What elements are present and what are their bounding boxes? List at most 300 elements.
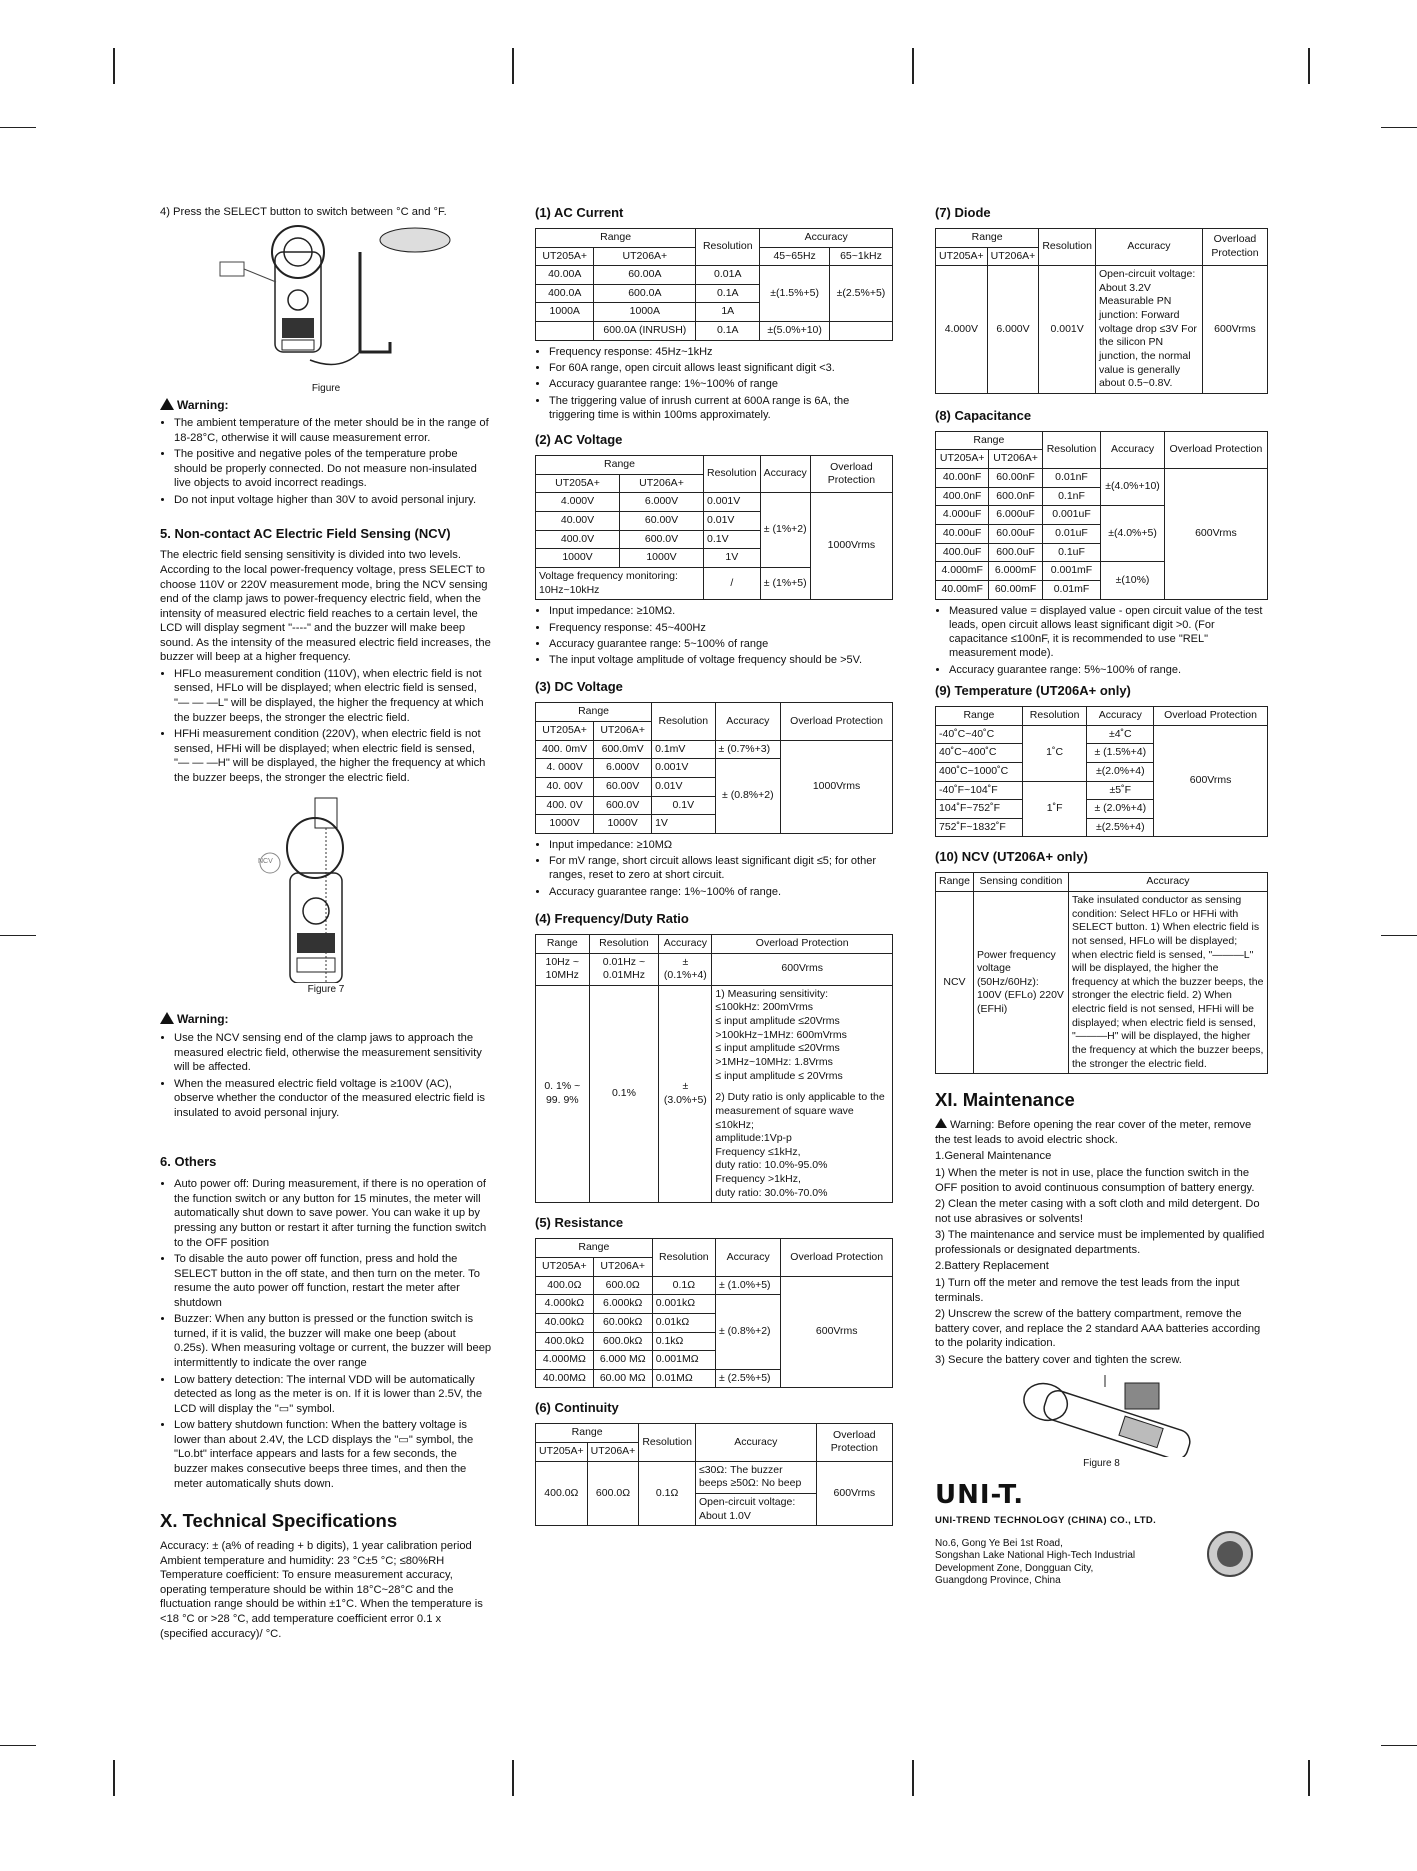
- list-item: • The triggering value of inrush current at 600A range is 6A, the triggering time is within 100ms approximately.: [549, 394, 893, 423]
- text-line: Frequency ≤1kHz,: [715, 1145, 801, 1158]
- table-header: Resolution: [1022, 706, 1087, 725]
- list-item: • Accuracy guarantee range: 1%~100% of range.: [549, 885, 893, 899]
- text-line: ≤100kHz: 200mVrms: [715, 1001, 813, 1014]
- column-right: [935, 205, 1268, 1599]
- capacitance-table: [935, 431, 1268, 600]
- list-item: • HFHi measurement condition (220V), when electric field is not sensed, HFHi will be displayed; when electric field is sensed, "— — —H" will be displayed, the higher the frequency at which the buzzer beeps, the stronger the electric field.: [174, 727, 492, 785]
- table-cell: ± (0.8%+2): [715, 759, 781, 834]
- text-line: Frequency >1kHz,: [715, 1173, 801, 1186]
- text-line: 2.Battery Replacement: [935, 1260, 1049, 1273]
- table-cell: 60.00V: [620, 512, 704, 531]
- table-title: (3) DC Voltage: [535, 679, 623, 695]
- table-cell: 600.0A (INRUSH): [594, 322, 696, 341]
- paragraph: The electric field sensing sensitivity is divided into two levels. According to the local power-frequency voltage, press SELECT to choose 110V or 220V measurement mode, bring the NCV sensing end of the clamp jaws to power-frequency electric field, when the intensity of measured electric field reaches to a certain level, the LCD will display segment "----" and the buzzer will make beep sound. As the intensity of the measured electric field increases, the buzzer will beep at a higher frequency.: [160, 549, 491, 664]
- frequency-table: [535, 934, 893, 1204]
- table-cell: Open-circuit voltage: About 1.0V: [695, 1493, 816, 1525]
- table-cell: 4.000V: [936, 266, 988, 394]
- table-header: UT205A+: [936, 450, 989, 469]
- list-item: • Measured value = displayed value - open circuit value of the test leads, open circuit allows least significant digit >0. (For capacitance ≤100nF, it is recommended to use "REL" measurement mode).: [949, 604, 1268, 661]
- table-cell: -40˚C~40˚C: [936, 725, 1023, 744]
- table-header: 45~65Hz: [760, 247, 830, 266]
- text-line: duty ratio: 30.0%-70.0%: [715, 1186, 828, 1199]
- text-line: 1) When the meter is not in use, place the function switch in the OFF position to avoid continuous consumption of battery energy.: [935, 1167, 1255, 1194]
- list-item: • For 60A range, open circuit allows least significant digit <3.: [549, 361, 893, 375]
- table-cell: 1000V: [536, 815, 594, 834]
- text-line: ≤ input amplitude ≤20Vrms: [715, 1015, 840, 1028]
- table-header: Overload Protection: [781, 1239, 893, 1276]
- table-cell: 40.00kΩ: [536, 1313, 594, 1332]
- text-line: 1.General Maintenance: [935, 1150, 1052, 1163]
- table-cell: 104˚F~752˚F: [936, 800, 1023, 819]
- table-cell: 6.000V: [987, 266, 1039, 394]
- table-cell: 400.0kΩ: [536, 1332, 594, 1351]
- table-header: Range: [536, 1424, 639, 1443]
- table-cell: 0.001V: [652, 759, 715, 778]
- figure-7: [160, 793, 492, 998]
- table-cell: 600.0nF: [989, 487, 1042, 506]
- table-cell: 0.1kΩ: [652, 1332, 715, 1351]
- table-cell: ± (3.0%+5): [659, 985, 712, 1203]
- table-cell: 1000Vrms: [810, 493, 892, 600]
- list-item: • To disable the auto power off function, press and hold the SELECT button in the off state, and then turn on the meter. To resume the auto power off function, restart the meter after shutdown: [174, 1252, 492, 1310]
- figure-caption: Figure: [311, 382, 341, 394]
- table-title: (2) AC Voltage: [535, 432, 623, 448]
- table-cell: 600.0mV: [594, 740, 652, 759]
- table-cell: 40.00A: [536, 266, 594, 285]
- table-header: Accuracy: [695, 1424, 816, 1461]
- table-header: Accuracy: [1095, 228, 1202, 265]
- brand-logo: UNI-T.: [935, 1480, 1025, 1511]
- table-header: Range: [936, 431, 1043, 450]
- table-cell: 40.00nF: [936, 469, 989, 488]
- list-item: • The ambient temperature of the meter should be in the range of 18-28°C, otherwise it will cause measurement error.: [174, 416, 492, 445]
- table-cell: ± (0.8%+2): [715, 1295, 780, 1370]
- table-header: Accuracy: [715, 1239, 780, 1276]
- table-header: Resolution: [1042, 431, 1101, 468]
- text-line: ≤ input amplitude ≤20Vrms: [715, 1042, 840, 1055]
- text-line: amplitude:1Vp-p: [715, 1132, 792, 1145]
- table-cell: 40.00V: [536, 512, 620, 531]
- list-item: • Input impedance: ≥10MΩ: [549, 838, 893, 852]
- table-header: Range: [936, 873, 974, 892]
- table-cell: 600.0V: [620, 530, 704, 549]
- table-cell: 10Hz ~ 10MHz: [536, 953, 590, 985]
- table-cell: ± (0.7%+3): [715, 740, 781, 759]
- table-cell: ±(10%): [1101, 562, 1165, 599]
- warning-icon: [935, 1118, 947, 1128]
- table-title: (4) Frequency/Duty Ratio: [535, 910, 689, 926]
- table-header: Resolution: [652, 703, 715, 740]
- spacer: [715, 1083, 889, 1091]
- table-cell: 400. 0V: [536, 796, 594, 815]
- warning-list: [160, 416, 492, 507]
- table-header: UT205A+: [536, 721, 594, 740]
- table-header: Range: [536, 1239, 653, 1258]
- table-cell: 60.00kΩ: [593, 1313, 652, 1332]
- table-header: Accuracy: [760, 456, 810, 493]
- table-cell: ± (1.0%+5): [715, 1276, 780, 1295]
- table-cell: Take insulated conductor as sensing condition: Select HFLo or HFHi with SELECT button. 1) When electric field is not sensed, HFLo will be displayed; when electric field is sensed, "———L" will be displayed, the higher the frequency at which the buzzer beeps, the stronger the electric field. 2) When electric field is not sensed, HFHi will be displayed; when electric field is sensed, "———H" will be displayed, the higher the frequency at which the buzzer beeps, the stronger the electric field.: [1068, 891, 1267, 1073]
- table-cell: 1000Vrms: [781, 740, 893, 833]
- table-header: UT206A+: [593, 1257, 652, 1276]
- list-item: • Accuracy guarantee range: 5%~100% of range.: [949, 663, 1268, 677]
- table-header: Range: [536, 703, 652, 722]
- table-cell: ≤30Ω: The buzzer beeps ≥50Ω: No beep: [695, 1461, 816, 1493]
- list-item: • Accuracy guarantee range: 1%~100% of range: [549, 377, 893, 391]
- table-cell: 600.0kΩ: [593, 1332, 652, 1351]
- table-header: Resolution: [704, 456, 761, 493]
- crop-mark: [912, 48, 914, 84]
- table-cell: 600.0Ω: [593, 1276, 652, 1295]
- notes-list: [535, 604, 893, 667]
- table-cell: ±(2.5%+4): [1087, 818, 1154, 837]
- table-cell: 0.1Ω: [652, 1276, 715, 1295]
- table-cell: 0.001V: [704, 493, 761, 512]
- table-cell: 0.1uF: [1042, 543, 1101, 562]
- table-cell: 1000V: [594, 815, 652, 834]
- table-cell: 600.0Ω: [587, 1461, 639, 1526]
- table-cell: 6.000V: [620, 493, 704, 512]
- table-cell: 0.01uF: [1042, 525, 1101, 544]
- table-cell: 1A: [696, 303, 760, 322]
- table-header: Accuracy: [1087, 706, 1154, 725]
- table-header: Resolution: [639, 1424, 696, 1461]
- crop-mark: [0, 935, 36, 936]
- temperature-figure: [160, 222, 492, 394]
- table-title: (7) Diode: [935, 205, 991, 220]
- list-item: • Low battery shutdown function: When the battery voltage is lower than about 2.4V, the LCD displays the "▭" symbol, the "Lo.bt" interface appears and lasts for a few seconds, the buzzer makes consecutive beeps three times, and then the meter automatically shuts down.: [174, 1418, 492, 1491]
- paragraph: Accuracy: ± (a% of reading + b digits), 1 year calibration period Ambient temperature and humidity: 23 °C±5 °C; ≤80%RH Temperature coefficient: To ensure measurement accuracy, operating temperature should be within 18°C~28°C and the fluctuation range should be within ±1°C. When the temperature is <18 °C or >28 °C, add temperature coefficient error 0.1 x (specified accuracy)/ °C.: [160, 1540, 483, 1640]
- text-line: 3) The maintenance and service must be implemented by qualified professionals or designated departments.: [935, 1229, 1265, 1256]
- list-item: • The positive and negative poles of the temperature probe should be properly connected. Do not measure non-insulated live objects to avoid incorrect readings.: [174, 447, 492, 491]
- list-item: • Do not input voltage higher than 30V to avoid personal injury.: [174, 493, 492, 508]
- crop-mark: [0, 127, 36, 128]
- table-cell: 400.0nF: [936, 487, 989, 506]
- table-cell: 0. 1% ~ 99. 9%: [536, 985, 590, 1203]
- table-header: Overload Protection: [816, 1424, 892, 1461]
- figure-caption: Figure 7: [307, 984, 345, 996]
- table-cell: 1000A: [594, 303, 696, 322]
- table-cell: ±(4.0%+5): [1101, 506, 1165, 562]
- list-item: • HFLo measurement condition (110V), when electric field is not sensed, HFLo will be displayed; when electric field is sensed, "— — —L" will be displayed, the higher the frequency at which the buzzer beeps, the stronger the electric field.: [174, 667, 492, 725]
- crop-mark: [1308, 1760, 1310, 1796]
- table-cell: 600Vrms: [781, 1276, 893, 1388]
- table-cell: 600Vrms: [712, 953, 893, 985]
- maintenance-steps: [935, 1149, 1268, 1367]
- list-item: • Use the NCV sensing end of the clamp jaws to approach the measured electric field, otherwise the measurement sensitivity will be affected.: [174, 1031, 492, 1075]
- table-title: (10) NCV (UT206A+ only): [935, 849, 1088, 865]
- ac-voltage-table: [535, 455, 893, 600]
- table-cell: ±(2.5%+5): [829, 266, 892, 322]
- list-item: • For mV range, short circuit allows least significant digit ≤5; for other ranges, reset to zero at short circuit.: [549, 854, 893, 883]
- text-line: 1) Turn off the meter and remove the test leads from the input terminals.: [935, 1276, 1240, 1304]
- table-cell: 40˚C~400˚C: [936, 744, 1023, 763]
- table-cell: 0.1nF: [1042, 487, 1101, 506]
- text-line: duty ratio: 10.0%-95.0%: [715, 1159, 828, 1172]
- text-line: ≤ input amplitude ≤ 20Vrms: [715, 1069, 843, 1082]
- address-line: No.6, Gong Ye Bei 1st Road,: [935, 1537, 1063, 1549]
- table-cell: 0.1%: [589, 985, 659, 1203]
- table-title: (6) Continuity: [535, 1400, 619, 1416]
- table-cell: 0.1A: [696, 322, 760, 341]
- table-cell: 4.000mF: [936, 562, 989, 581]
- table-header: UT205A+: [936, 247, 988, 266]
- table-cell: 0.01V: [652, 777, 715, 796]
- table-cell: ± (0.1%+4): [659, 953, 712, 985]
- table-cell: 0.01mF: [1042, 580, 1101, 599]
- company-name: UNI-TREND TECHNOLOGY (CHINA) CO., LTD.: [935, 1515, 1157, 1527]
- table-header: UT206A+: [987, 247, 1039, 266]
- table-cell: 0.1V: [704, 530, 761, 549]
- table-header: UT205A+: [536, 474, 620, 493]
- table-cell: ±(5.0%+10): [760, 322, 830, 341]
- table-header: Accuracy: [1101, 431, 1165, 468]
- table-cell: 0.01nF: [1042, 469, 1101, 488]
- column-left: [160, 205, 492, 1643]
- list-item: • The input voltage amplitude of voltage frequency should be >5V.: [549, 653, 893, 667]
- table-cell: 600Vrms: [816, 1461, 892, 1526]
- list-item: • When the measured electric field voltage is ≥100V (AC), observe whether the conductor of the measured electric field is insulated to avoid personal injury.: [174, 1077, 492, 1121]
- table-cell: ±(2.0%+4): [1087, 762, 1154, 781]
- table-cell: -40˚F~104˚F: [936, 781, 1023, 800]
- table-header: Accuracy: [760, 228, 893, 247]
- table-cell: 1V: [704, 549, 761, 568]
- table-cell: ± (2.0%+4): [1087, 800, 1154, 819]
- table-header: Resolution: [696, 228, 760, 265]
- table-header: Overload Protection: [1202, 228, 1267, 265]
- table-cell: 0.001uF: [1042, 506, 1101, 525]
- crop-mark: [113, 1760, 115, 1796]
- table-cell: 0.001mF: [1042, 562, 1101, 581]
- table-cell: 600.0A: [594, 284, 696, 303]
- table-cell: 1000A: [536, 303, 594, 322]
- table-cell: 60.00uF: [989, 525, 1042, 544]
- text-line: 3) Secure the battery cover and tighten the screw.: [935, 1353, 1182, 1366]
- column-middle: [535, 205, 893, 1526]
- text-line: 2) Clean the meter casing with a soft cloth and mild detergent. Do not use abrasives or solvents!: [935, 1198, 1260, 1225]
- table-header: UT205A+: [536, 247, 594, 266]
- table-cell: 1˚C: [1022, 725, 1087, 781]
- table-header: Range: [536, 934, 590, 953]
- table-title: (5) Resistance: [535, 1215, 624, 1231]
- table-header: Overload Protection: [781, 703, 893, 740]
- table-cell: 400.0Ω: [536, 1276, 594, 1295]
- table-cell: 0.1Ω: [639, 1461, 696, 1526]
- list-item: • Auto power off: During measurement, if there is no operation of the function switch or any button for 15 minutes, the meter will automatically shut down to save power. You can wake it up by pressing any button or restart it after turning the function switch to the OFF position: [174, 1177, 492, 1250]
- table-cell: Voltage frequency monitoring: 10Hz~10kHz: [536, 567, 704, 599]
- table-cell: 0.1mV: [652, 740, 715, 759]
- crop-mark: [113, 48, 115, 84]
- table-cell: 60.00 MΩ: [593, 1369, 652, 1388]
- table-header: Accuracy: [1068, 873, 1267, 892]
- table-header: Overload Protection: [1154, 706, 1268, 725]
- table-cell: 4.000uF: [936, 506, 989, 525]
- table-cell: 400.0A: [536, 284, 594, 303]
- section-heading: X. Technical Specifications: [160, 1510, 398, 1532]
- table-header: Overload Protection: [712, 934, 893, 953]
- table-header: UT206A+: [587, 1442, 639, 1461]
- table-cell: [829, 322, 892, 341]
- diode-table: [935, 228, 1268, 394]
- table-cell: 400.0V: [536, 530, 620, 549]
- warning-title: Warning:: [160, 1012, 492, 1028]
- table-cell: NCV: [936, 891, 974, 1073]
- table-cell: 60.00mF: [989, 580, 1042, 599]
- section-heading: 6. Others: [160, 1154, 217, 1170]
- table-cell: 600.0V: [594, 796, 652, 815]
- table-cell: ± (1.5%+4): [1087, 744, 1154, 763]
- maintenance-warning: Warning: Before opening the rear cover of the meter, remove the test leads to avoid electric shock.: [935, 1119, 1252, 1146]
- section-heading: 5. Non-contact AC Electric Field Sensing (NCV): [160, 525, 451, 541]
- table-title: (1) AC Current: [535, 205, 624, 220]
- table-cell: 6.000uF: [989, 506, 1042, 525]
- warning-icon: [160, 398, 174, 410]
- list-item: • Low battery detection: The internal VDD will be automatically detected as long as the meter is on. If it is lower than 2.5V, the LCD will display the "▭" symbol.: [174, 1373, 492, 1417]
- text-line: >1MHz~10MHz: 1.8Vrms: [715, 1056, 833, 1068]
- table-header: Accuracy: [715, 703, 781, 740]
- table-cell: 4.000V: [536, 493, 620, 512]
- address-line: Guangdong Province, China: [935, 1575, 1061, 1586]
- table-cell: Open-circuit voltage: About 3.2V Measurable PN junction: Forward voltage drop ≤3V For the silicon PN junction, the normal value is generally about 0.5~0.8V.: [1095, 266, 1202, 394]
- table-header: 65~1kHz: [829, 247, 892, 266]
- table-cell: 0.01Hz ~ 0.01MHz: [589, 953, 659, 985]
- table-cell: ± (1%+5): [760, 567, 810, 599]
- battery-replacement-illustration: [935, 1373, 1265, 1457]
- table-cell: 400. 0mV: [536, 740, 594, 759]
- table-cell: 0.01V: [704, 512, 761, 531]
- crop-mark: [1381, 1745, 1417, 1746]
- table-cell: 600Vrms: [1164, 469, 1267, 599]
- address-line: Development Zone, Dongguan City,: [935, 1562, 1094, 1574]
- table-cell: ± (1%+2): [760, 493, 810, 568]
- ncv-table: [935, 872, 1268, 1074]
- table-cell: 6.000V: [594, 759, 652, 778]
- list-item: • Frequency response: 45~400Hz: [549, 621, 893, 635]
- footer: [935, 1479, 1268, 1599]
- table-title: (9) Temperature (UT206A+ only): [935, 683, 1131, 699]
- table-header: Overload Protection: [810, 456, 892, 493]
- table-header: Resolution: [1039, 228, 1096, 265]
- table-header: Range: [536, 456, 704, 475]
- text-line: 1) Measuring sensitivity:: [715, 987, 829, 1000]
- ncv-clamp-illustration: [160, 793, 490, 983]
- table-header: UT206A+: [989, 450, 1042, 469]
- table-title: (8) Capacitance: [935, 407, 1032, 423]
- list-item: • Buzzer: When any button is pressed or the function switch is turned, if it is valid, the buzzer will make one beep (about 0.25s). When measuring voltage or current, the buzzer will beep intermittently to indicate the over range: [174, 1312, 492, 1370]
- ac-current-table: [535, 228, 893, 341]
- table-header: Overload Protection: [1164, 431, 1267, 468]
- table-header: UT206A+: [620, 474, 704, 493]
- table-cell: [536, 322, 594, 341]
- continuity-table: [535, 1423, 893, 1526]
- table-cell: 400.0Ω: [536, 1461, 588, 1526]
- crop-mark: [1308, 48, 1310, 84]
- table-header: UT206A+: [594, 247, 696, 266]
- ncv-list: [160, 667, 492, 786]
- table-cell: 4.000kΩ: [536, 1295, 594, 1314]
- table-cell: 40.00mF: [936, 580, 989, 599]
- crop-mark: [512, 48, 514, 84]
- warning-title: Warning:: [160, 398, 492, 414]
- crop-mark: [1381, 127, 1417, 128]
- table-header: Range: [936, 706, 1023, 725]
- table-cell: 0.001V: [1039, 266, 1096, 394]
- text-line: >100kHz~1MHz: 600mVrms: [715, 1028, 847, 1041]
- table-header: Range: [536, 228, 696, 247]
- table-header: UT205A+: [536, 1257, 594, 1276]
- table-cell: Power frequency voltage (50Hz/60Hz): 100V (EFLo) 220V (EFHi): [973, 891, 1068, 1073]
- table-cell: ±5˚F: [1087, 781, 1154, 800]
- text-line: 2) Unscrew the screw of the battery compartment, remove the battery cover, and replace the 2 standard AAA batteries according to the polarity indication.: [935, 1308, 1261, 1350]
- table-cell: 1˚F: [1022, 781, 1087, 837]
- table-cell: 400˚C~1000˚C: [936, 762, 1023, 781]
- table-cell: 0.01A: [696, 266, 760, 285]
- figure-8: [935, 1373, 1268, 1473]
- text-line: 2) Duty ratio is only applicable to the measurement of square wave ≤10kHz;: [715, 1091, 885, 1131]
- table-cell: ±(1.5%+5): [760, 266, 830, 322]
- list-item: • Accuracy guarantee range: 5~100% of range: [549, 637, 893, 651]
- table-cell: ±(4.0%+10): [1101, 469, 1165, 506]
- table-header: Resolution: [589, 934, 659, 953]
- table-cell: 0.01kΩ: [652, 1313, 715, 1332]
- table-cell: 4.000MΩ: [536, 1351, 594, 1370]
- table-cell: 40.00MΩ: [536, 1369, 594, 1388]
- table-cell: /: [704, 567, 761, 599]
- table-cell: 0.01MΩ: [652, 1369, 715, 1388]
- table-cell: 6.000kΩ: [593, 1295, 652, 1314]
- crop-mark: [0, 1745, 36, 1746]
- temp-switch-step: 4) Press the SELECT button to switch between °C and °F.: [160, 206, 447, 218]
- notes-list: [535, 838, 893, 899]
- table-cell: 6.000mF: [989, 562, 1042, 581]
- table-cell: 6.000 MΩ: [593, 1351, 652, 1370]
- table-cell: 752˚F~1832˚F: [936, 818, 1023, 837]
- table-cell: 40. 00V: [536, 777, 594, 796]
- clamp-meter-illustration: [160, 222, 490, 382]
- crop-mark: [912, 1760, 914, 1796]
- table-header: Sensing condition: [973, 873, 1068, 892]
- table-header: UT206A+: [594, 721, 652, 740]
- certification-seal-icon: [1205, 1529, 1255, 1579]
- list-item: • Frequency response: 45Hz~1kHz: [549, 345, 893, 359]
- section-heading: XI. Maintenance: [935, 1089, 1075, 1111]
- notes-list: [535, 345, 893, 422]
- warning-icon: [160, 1012, 174, 1024]
- table-cell: 1000V: [536, 549, 620, 568]
- resistance-table: [535, 1238, 893, 1388]
- warning-list: [160, 1031, 492, 1120]
- table-cell: 0.1A: [696, 284, 760, 303]
- list-item: • Input impedance: ≥10MΩ.: [549, 604, 893, 618]
- table-cell: 400.0uF: [936, 543, 989, 562]
- crop-mark: [1381, 935, 1417, 936]
- dc-voltage-table: [535, 702, 893, 833]
- table-cell: 4. 000V: [536, 759, 594, 778]
- table-header: UT205A+: [536, 1442, 588, 1461]
- duty-ratio-notes: [712, 985, 893, 1203]
- table-header: Range: [936, 228, 1039, 247]
- table-header: Accuracy: [659, 934, 712, 953]
- table-header: Resolution: [652, 1239, 715, 1276]
- table-cell: 0.1V: [652, 796, 715, 815]
- table-cell: 1000V: [620, 549, 704, 568]
- table-cell: ± (2.5%+5): [715, 1369, 780, 1388]
- table-cell: 60.00V: [594, 777, 652, 796]
- table-cell: 600Vrms: [1154, 725, 1268, 837]
- crop-mark: [512, 1760, 514, 1796]
- table-cell: 600.0uF: [989, 543, 1042, 562]
- others-list: [160, 1177, 492, 1491]
